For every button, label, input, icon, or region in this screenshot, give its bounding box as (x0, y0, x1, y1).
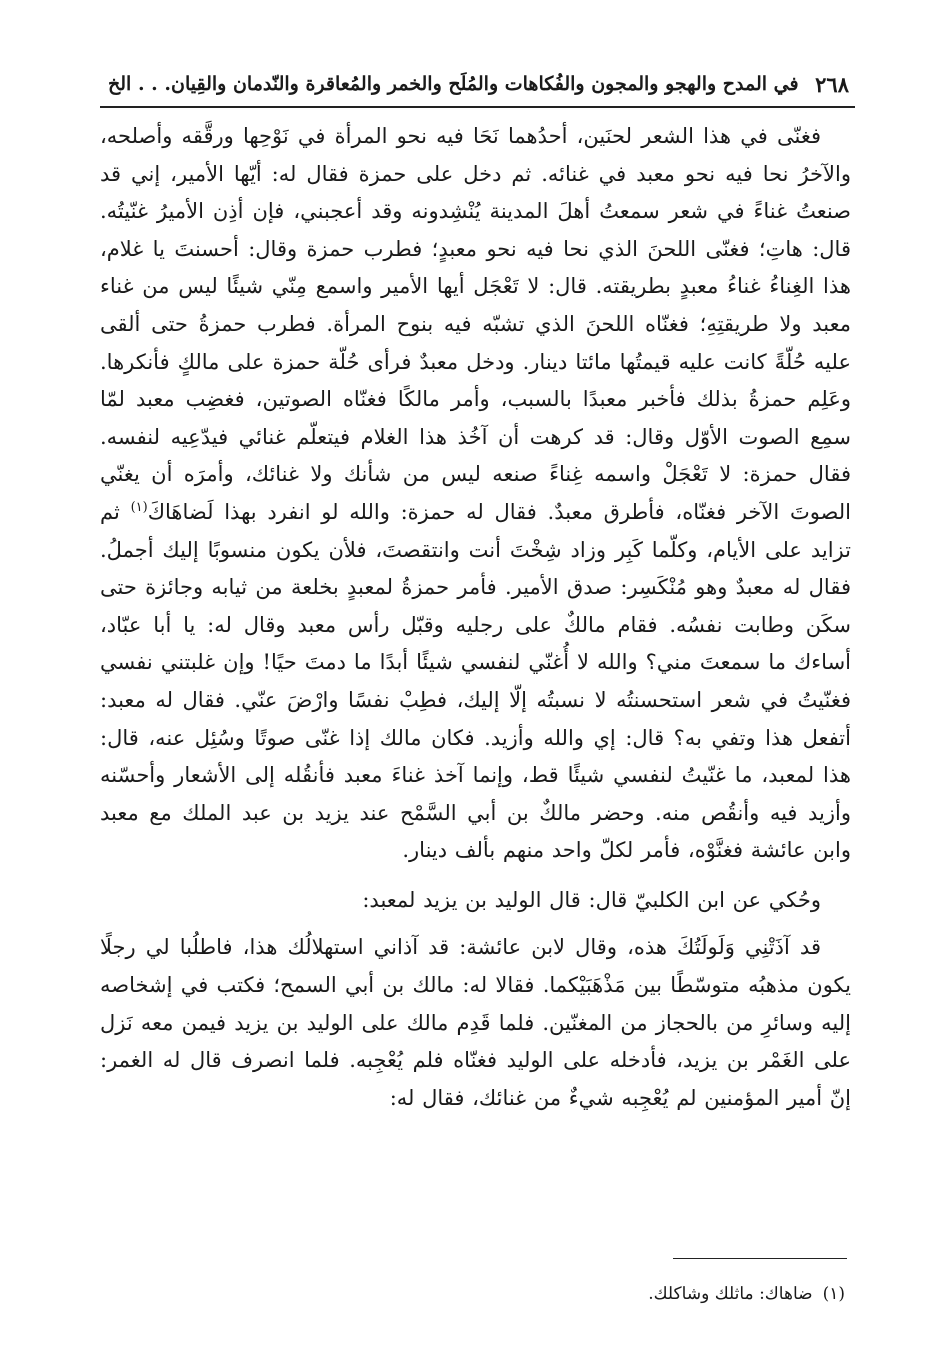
paragraph-1-text: فغنّى في هذا الشعر لحنَين، أحدُهما نَحَا فيه نحو المرأة في نَوْحِها ورقَّقه وأصلحه، والآخرُ نحا فيه نحو معبد في غنائه. ثم دخل على حمزة فقال له: أيّها الأمير، إني قد صنعتُ غناءً في شعر سمعتُ أهلَ المدينة يُنْشِدونه وقد أعجبني، فإن أذِن الأميرُ غنّيتُه. قال: هاتِ؛ فغنّى اللحنَ الذي نحا فيه نحو معبدٍ؛ فطرب حمزة وقال: أحسنتَ يا غلام، هذا الغِناءُ غناءُ معبدٍ بطريقته. قال: لا تَعْجَل أيها الأمير واسمع مِنّي شيئًا ليس من غناء معبد ولا طريقتِهِ؛ فغنّاه اللحنَ الذي تشبّه فيه بنوح المرأة. فطرب حمزةُ حتى ألقى عليه حُلّةً كانت عليه قيمتُها مائتا دينار. ودخل معبدٌ فرأى حُلّة حمزة على مالكٍ فأنكرها. وعَلِم حمزةُ بذلك فأخبر معبدًا بالسبب، وأمر مالكًا فغنّاه الصوتين، فغضِب معبد لمّا سمِع الصوت الأوّل وقال: قد كرهت أن آخُذ هذا الغلام فيتعلّم غنائي فيدّعِيه لنفسه. فقال حمزة: لا تَعْجَلْ واسمه غِناءً صنعه ليس من شأنك ولا غنائك، وأمرَه أن يغنّي الصوتَ الآخر فغنّاه، فأطرق معبدٌ. فقال له حمزة: والله لو انفرد بهذا لَضاهَاكَ (100, 124, 852, 524)
running-header (108, 66, 849, 102)
footnote-number: (١) (822, 1284, 845, 1304)
footnote-reference: (١) (130, 499, 148, 515)
footnote (100, 1282, 845, 1306)
header-rule (100, 106, 855, 108)
paragraph-1-continuation: ثم تزايد على الأيام، وكلّما كَبِر وزاد شِخْتَ أنت وانتقصتَ، فلأن يكون منسوبًا إليك أجملُ. فقال له معبدٌ وهو مُنْكَسِر: صدق الأمير. فأمر حمزةُ لمعبدٍ بخلعة من ثيابه وجائزة حتى سكَن وطابت نفسُه. فقام مالكٌ على رجليه وقبّل رأس معبد وقال له: يا أبا عبّاد، أساءك ما سمعتَ مني؟ والله لا أُغنّي لنفسي شيئًا أبدًا ما دمتَ حيًا! وإن غلبتني نفسي فغنّيتُ في شعر استحسنتُه لا نسبتُه إلّا إليك، فطِبْ نفسًا وارْضَ عنّي. فقال له معبد: أتفعل هذا وتفي به؟ قال: إي والله وأزيد. فكان مالك إذا غنّى صوتًا وسُئِل عنه، قال: هذا لمعبد، ما غنّيتُ لنفسي شيئًا قط، وإنما آخذ غناءَ معبد فأنقُله إلى الأشعار وأحسّنه وأزيد فيه وأنقُص منه. وحضر مالكٌ بن أبي السَّمْح عند يزيد بن عبد الملك مع معبد وابن عائشة فغنَّوْه، فأمر لكلّ واحد منهم بألف دينار. (100, 499, 851, 863)
paragraph: قد آذَتْنِي وَلَولَتُكَ هذه، وقال لابن عائشة: قد آذاني استهلالُك هذا، فاطلُبا لي رجلًا يكون مذهبُه متوسّطًا بين مَذْهَبَيْكما. فقالا له: مالك بن أبي السمح؛ فكتب في إشخاصه إليه وسائرِ من بالحجاز من المغنّين. فلما قَدِم مالك على الوليد بن يزيد فيمن معه نَزل على الغَمْر بن يزيد، فأدخله على الوليد فغنّاه فلم يُعْجِبه. فلما انصرف قال له الغمر: إنّ أمير المؤمنين لم يُعْجِبه شيءٌ من غنائك، فقال له: (100, 935, 851, 1110)
footnote-rule (673, 1258, 847, 1259)
running-title: في المدح والهجو والمجون والفُكاهات والمُلَح والخمر والمُعاقرة والنّدمان والقِيان. . . الخ (108, 73, 799, 95)
paragraph (100, 118, 851, 870)
body-text (100, 118, 851, 1117)
footnote-text: ضاهاك: ماثلك وشاكلك. (648, 1284, 813, 1304)
page-number: ٢٦٨ (815, 71, 849, 97)
paragraph: وحُكي عن ابن الكلبيّ قال: قال الوليد بن يزيد لمعبد: (362, 887, 821, 912)
